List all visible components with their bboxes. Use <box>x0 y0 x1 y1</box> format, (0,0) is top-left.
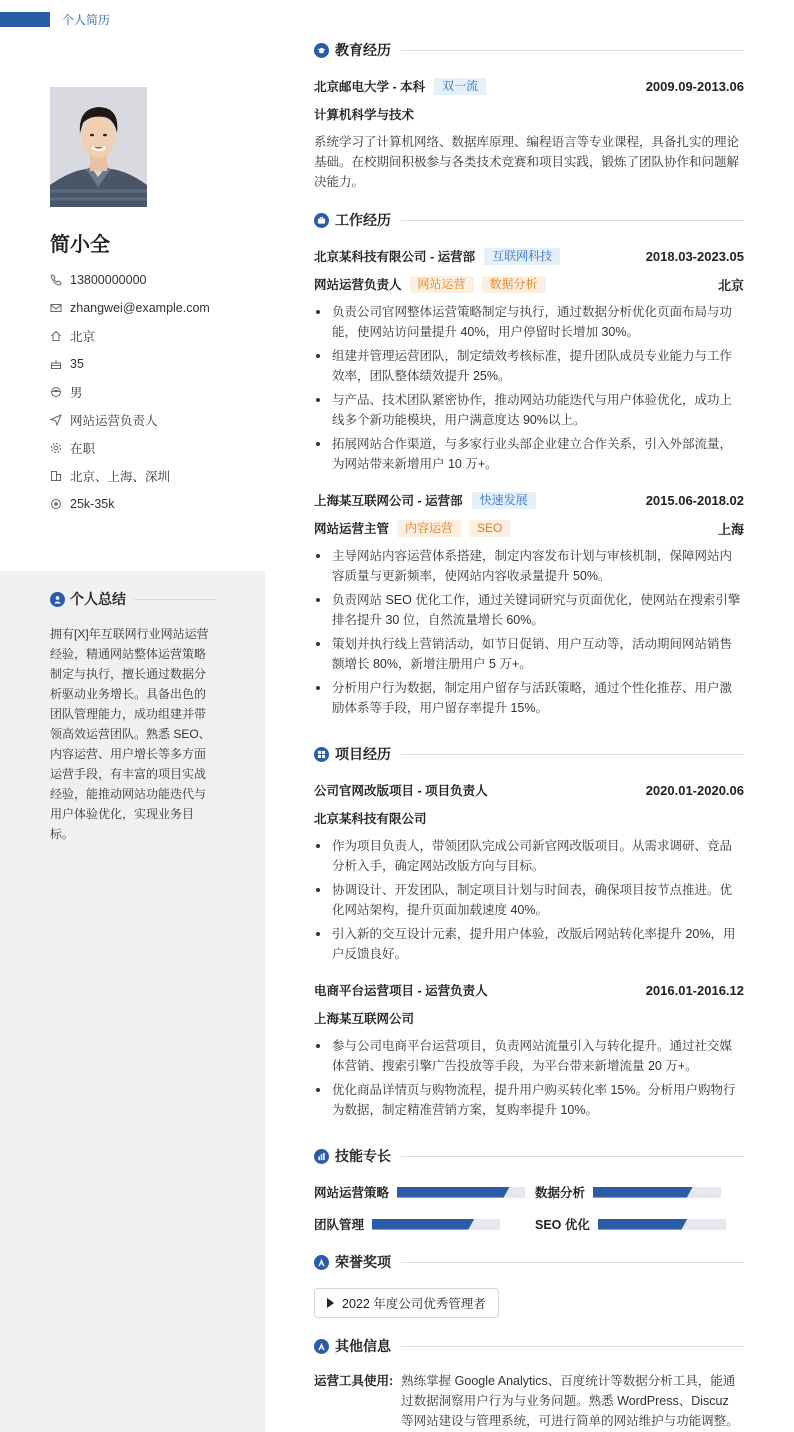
list-item: 与产品、技术团队紧密协作，推动网站功能迭代与用户体验优化，成功上线多个新功能模块，用户满意度达 90%以上。 <box>314 390 744 430</box>
education-desc: 系统学习了计算机网络、数据库原理、编程语言等专业课程，具备扎实的理论基础。在校期间积极参与各类技术竞赛和项目实践，锻炼了团队协作和问题解决能力。 <box>314 135 740 189</box>
work-divider <box>401 220 744 221</box>
job-1-bullets <box>314 302 744 478</box>
skill-progress-fill <box>598 1219 688 1230</box>
job-2-company-group <box>314 491 536 509</box>
info-salary <box>50 490 210 518</box>
job-1-skill-2: 数据分析 <box>482 276 546 293</box>
salary-icon <box>50 498 62 510</box>
project-2-header <box>314 980 744 1000</box>
list-item: 作为项目负责人，带领团队完成公司新官网改版项目。从需求调研、竞品分析入手，确定网站改版方向与目标。 <box>314 836 744 876</box>
gender-icon <box>50 386 62 398</box>
job-2-role: 网站运营主管 <box>314 522 390 536</box>
job-2-skill-2: SEO <box>469 520 510 537</box>
summary-title: 个人总结 <box>70 591 126 607</box>
position-icon <box>50 414 62 426</box>
job-2-role-row <box>314 518 744 538</box>
job-2-bullets <box>314 546 744 722</box>
candidate-name: 简小全 <box>50 234 110 256</box>
job-1-tag: 互联网科技 <box>484 248 560 265</box>
briefcase-icon <box>314 213 329 228</box>
list-item: 主导网站内容运营体系搭建，制定内容发布计划与审核机制，保障网站内容质量与更新频率，使网站内容收录量提升 50%。 <box>314 546 744 586</box>
summary-divider <box>134 599 216 600</box>
salary-text: 25k-35k <box>70 497 115 511</box>
work-title: 工作经历 <box>335 212 391 228</box>
project-2-org-row <box>314 1008 744 1028</box>
job-2-role-group <box>314 519 510 537</box>
info-position <box>50 406 210 434</box>
work-header <box>314 210 744 230</box>
info-age <box>50 350 210 378</box>
list-item: 分析用户行为数据，制定用户留存与活跃策略，通过个性化推荐、用户激励体系等手段，用户留存率提升 15%。 <box>314 678 744 718</box>
summary-text: 拥有[X]年互联网行业网站运营经验，精通网站整体运营策略制定与执行，擅长通过数据分析驱动业务增长。具备出色的团队管理能力，成功组建并带领高效运营团队。熟悉 SEO、内容运营、用户增长等多方面运营手段，有丰富的项目实战经验，能推动网站功能迭代与用户体验优化，实现业务目标。 <box>50 627 211 841</box>
other-info-row <box>314 1371 744 1431</box>
position-text: 网站运营负责人 <box>70 414 158 428</box>
phone-text: 13800000000 <box>70 273 147 287</box>
info-home <box>50 322 210 350</box>
education-title: 教育经历 <box>335 42 391 58</box>
age-icon <box>50 358 62 370</box>
sidebar <box>0 0 265 1432</box>
other-title: 其他信息 <box>335 1338 391 1354</box>
avatar <box>50 87 147 207</box>
education-header <box>314 40 744 60</box>
list-item: 负责公司官网整体运营策略制定与执行，通过数据分析优化页面布局与功能，使网站访问量提升 40%，用户停留时长增加 30%。 <box>314 302 744 342</box>
job-2-city: 上海 <box>717 521 744 537</box>
project-1-name: 公司官网改版项目 - 项目负责人 <box>314 784 488 798</box>
summary-header <box>50 589 216 609</box>
status-text: 在职 <box>70 442 96 456</box>
doc-tag-label: 个人简历 <box>62 13 111 27</box>
job-1-city: 北京 <box>717 277 744 293</box>
education-school-group <box>314 77 486 95</box>
info-icon <box>314 1339 329 1354</box>
skill-progress-bar <box>372 1219 500 1230</box>
age-text: 35 <box>70 357 84 371</box>
city-icon <box>50 470 62 482</box>
grid-icon <box>314 747 329 762</box>
home-text: 北京 <box>70 330 96 344</box>
skill-item <box>535 1217 726 1231</box>
skill-progress-fill <box>593 1187 693 1198</box>
skills-divider <box>401 1156 744 1157</box>
mail-icon <box>50 302 62 314</box>
skill-progress-fill <box>397 1187 510 1198</box>
list-item: 参与公司电商平台运营项目，负责网站流量引入与转化提升。通过社交媒体营销、搜索引擎广告投放等手段，为平台带来新增流量 20 万+。 <box>314 1036 744 1076</box>
list-item: 负责网站 SEO 优化工作，通过关键词研究与页面优化，使网站在搜索引擎排名提升 30 位，自然流量增长 60%。 <box>314 590 744 630</box>
honors-header <box>314 1252 744 1272</box>
avatar-portrait-image <box>50 87 147 207</box>
list-item: 引入新的交互设计元素，提升用户体验，改版后网站转化率提升 20%，用户反馈良好。 <box>314 924 744 964</box>
project-2-org: 上海某互联网公司 <box>314 1012 415 1026</box>
other-divider <box>401 1346 744 1347</box>
info-city <box>50 462 210 490</box>
list-item: 优化商品详情页与购物流程，提升用户购买转化率 15%。分析用户购物行为数据，制定精准营销方案，复购率提升 10%。 <box>314 1080 744 1120</box>
user-circle-icon <box>50 592 65 607</box>
skill-name: 团队管理 <box>314 1218 365 1232</box>
education-major: 计算机科学与技术 <box>314 108 415 122</box>
job-1-role-group <box>314 275 546 293</box>
job-1-header <box>314 246 744 266</box>
job-1-role: 网站运营负责人 <box>314 278 402 292</box>
list-item: 策划并执行线上营销活动，如节日促销、用户互动等，活动期间网站销售额增长 80%，新增注册用户 5 万+。 <box>314 634 744 674</box>
skill-progress-fill <box>372 1219 474 1230</box>
skill-name: 网站运营策略 <box>314 1186 390 1200</box>
list-item: 协调设计、开发团队，制定项目计划与时间表，确保项目按节点推进。优化网站架构，提升页面加载速度 40%。 <box>314 880 744 920</box>
phone-icon <box>50 274 62 286</box>
education-school: 北京邮电大学 - 本科 <box>314 80 426 94</box>
info-phone <box>50 266 210 294</box>
skill-item <box>314 1217 500 1231</box>
education-row <box>314 76 744 96</box>
job-1-skill-1: 网站运营 <box>410 276 474 293</box>
award-item[interactable] <box>314 1288 499 1318</box>
gender-text: 男 <box>70 386 83 400</box>
other-label: 运营工具使用: <box>314 1374 394 1388</box>
job-1-period: 2018.03-2023.05 <box>645 248 744 264</box>
skills-title: 技能专长 <box>335 1148 391 1164</box>
education-major-row <box>314 104 744 124</box>
city-text: 北京、上海、深圳 <box>70 470 171 484</box>
skill-progress-bar <box>593 1187 721 1198</box>
info-gender <box>50 378 210 406</box>
home-icon <box>50 330 62 342</box>
skill-progress-bar <box>598 1219 726 1230</box>
skill-item <box>314 1185 525 1199</box>
job-1-company-group <box>314 247 560 265</box>
contact-info-list <box>50 266 210 518</box>
honors-divider <box>401 1262 744 1263</box>
info-email <box>50 294 210 322</box>
job-2-company: 上海某互联网公司 - 运营部 <box>314 494 463 508</box>
job-2-skill-1: 内容运营 <box>397 520 461 537</box>
projects-divider <box>401 754 744 755</box>
skill-name: SEO 优化 <box>535 1218 590 1232</box>
skill-item <box>535 1185 721 1199</box>
graduation-cap-icon <box>314 43 329 58</box>
project-1-org-row <box>314 808 744 828</box>
job-2-tag: 快速发展 <box>472 492 536 509</box>
bar-chart-icon <box>314 1149 329 1164</box>
project-1-header <box>314 780 744 800</box>
award-icon <box>314 1255 329 1270</box>
education-period: 2009.09-2013.06 <box>645 78 744 94</box>
project-1-period: 2020.01-2020.06 <box>645 782 744 798</box>
education-tag: 双一流 <box>434 78 486 95</box>
award-label: 2022 年度公司优秀管理者 <box>342 1297 486 1311</box>
project-2-bullets <box>314 1036 744 1124</box>
skills-header <box>314 1146 744 1166</box>
job-2-header <box>314 490 744 510</box>
project-2-period: 2016.01-2016.12 <box>645 982 744 998</box>
job-1-company: 北京某科技有限公司 - 运营部 <box>314 250 476 264</box>
project-2-name: 电商平台运营项目 - 运营负责人 <box>314 984 488 998</box>
job-2-period: 2015.06-2018.02 <box>645 492 744 508</box>
education-divider <box>401 50 744 51</box>
project-1-bullets <box>314 836 744 968</box>
list-item: 拓展网站合作渠道，与多家行业头部企业建立合作关系，引入外部流量，为网站带来新增用户 10 万+。 <box>314 434 744 474</box>
play-triangle-icon <box>327 1298 334 1308</box>
info-status <box>50 434 210 462</box>
skill-name: 数据分析 <box>535 1186 586 1200</box>
status-icon <box>50 442 62 454</box>
job-1-role-row <box>314 274 744 294</box>
other-header <box>314 1336 744 1356</box>
skill-progress-bar <box>397 1187 525 1198</box>
project-1-org: 北京某科技有限公司 <box>314 812 427 826</box>
other-text: 熟练掌握 Google Analytics、百度统计等数据分析工具，能通过数据洞察用户行为与业务问题。熟悉 WordPress、Discuz 等网站建设与管理系统，可进行简单的网站维护与功能调整。 <box>401 1374 739 1428</box>
projects-title: 项目经历 <box>335 746 391 762</box>
projects-header <box>314 744 744 764</box>
honors-title: 荣誉奖项 <box>335 1254 391 1270</box>
email-text: zhangwei@example.com <box>70 301 210 315</box>
list-item: 组建并管理运营团队，制定绩效考核标准，提升团队成员专业能力与工作效率，团队整体绩效提升 25%。 <box>314 346 744 386</box>
